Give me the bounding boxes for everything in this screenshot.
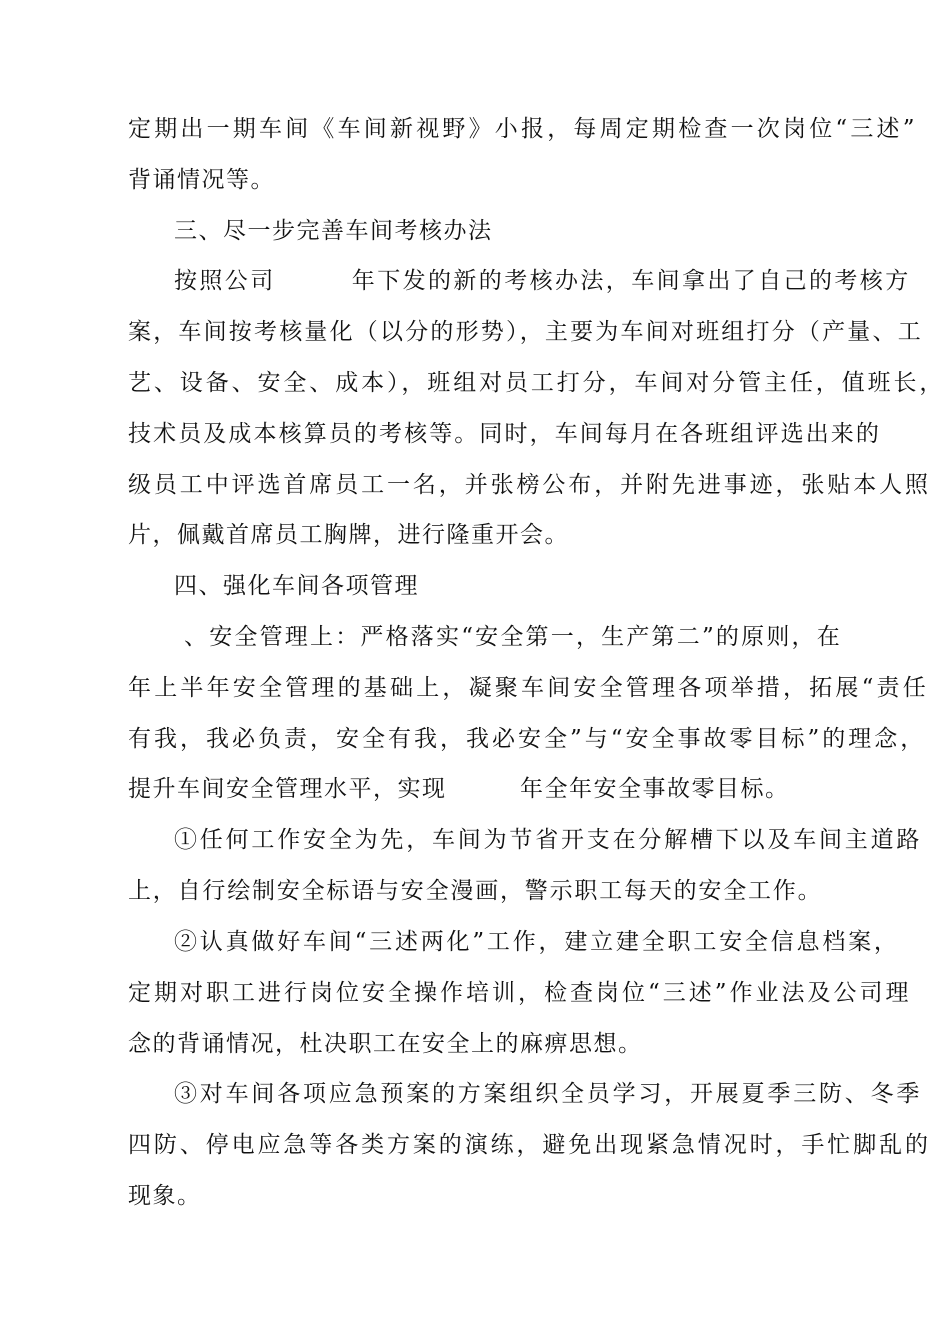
text-line-15: ①任何工作安全为先，车间为节省开支在分解槽下以及车间主道路: [174, 827, 923, 853]
text-line-4: 按照公司 年下发的新的考核办法，车间拿出了自己的考核方: [174, 268, 911, 294]
text-line-6: 艺、设备、安全、成本），班组对员工打分，车间对分管主任，值班长，: [128, 370, 946, 396]
text-line-11: 、安全管理上：严格落实“安全第一，生产第二”的原则，在: [184, 624, 842, 650]
text-line-13: 有我，我必负责，安全有我，我必安全”与“安全事故零目标”的理念，: [128, 726, 927, 752]
text-line-19: 念的背诵情况，杜决职工在安全上的麻痹思想。: [128, 1031, 643, 1057]
text-line-12: 年上半年安全管理的基础上，凝聚车间安全管理各项举措，拓展“责任: [128, 675, 929, 701]
text-line-18: 定期对职工进行岗位安全操作培训，检查岗位“三述”作业法及公司理: [128, 980, 912, 1006]
section-heading-4: 四、强化车间各项管理: [174, 573, 419, 599]
text-line-2: 背诵情况等。: [128, 167, 275, 193]
text-line-14: 提升车间安全管理水平，实现 年全年安全事故零目标。: [128, 776, 790, 802]
text-line-9: 片，佩戴首席员工胸牌，进行隆重开会。: [128, 522, 569, 548]
text-line-17: ②认真做好车间“三述两化”工作，建立建全职工安全信息档案，: [174, 929, 900, 955]
text-line-20: ③对车间各项应急预案的方案组织全员学习，开展夏季三防、冬季: [174, 1081, 923, 1107]
section-heading-3: 三、尽一步完善车间考核办法: [174, 218, 493, 244]
text-line-5: 案，车间按考核量化（以分的形势），主要为车间对班组打分（产量、工: [128, 319, 923, 345]
text-line-22: 现象。: [128, 1183, 202, 1209]
text-line-16: 上，自行绘制安全标语与安全漫画，警示职工每天的安全工作。: [128, 878, 823, 904]
text-line-7: 技术员及成本核算员的考核等。同时，车间每月在各班组评选出来的: [128, 421, 881, 447]
text-line-21: 四防、停电应急等各类方案的演练，避免出现紧急情况时，手忙脚乱的: [128, 1132, 931, 1158]
text-line-1: 定期出一期车间《车间新视野》小报，每周定期检查一次岗位“三述”: [128, 116, 918, 142]
text-line-8: 级员工中评选首席员工一名，并张榜公布，并附先进事迹，张贴本人照: [128, 472, 931, 498]
